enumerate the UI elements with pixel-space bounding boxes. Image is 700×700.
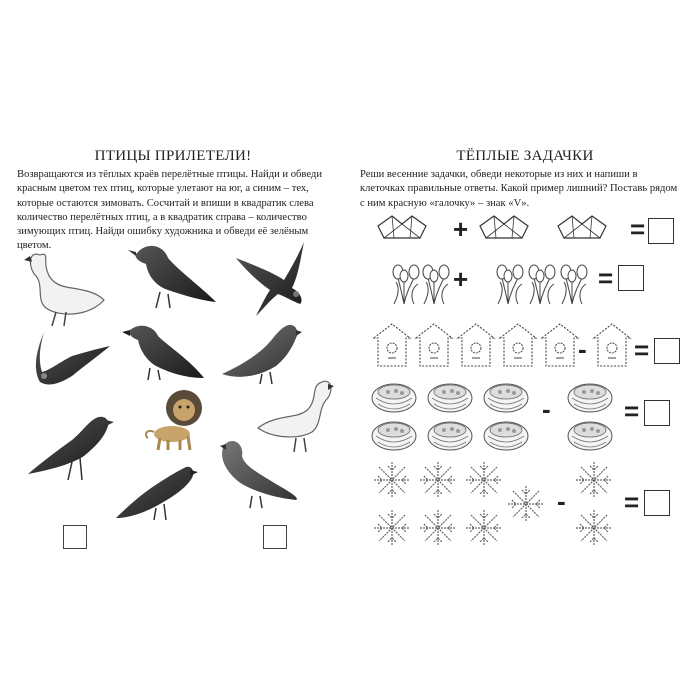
snowflake-picture [576,462,612,498]
snowflake-picture [420,510,456,546]
paper-boat-picture [378,216,426,238]
plus-sign: + [453,264,469,294]
boat-problem-row [378,216,606,238]
right-page-title: ТЁПЛЫЕ ЗАДАЧКИ [456,148,594,164]
crow-picture[interactable] [122,326,204,380]
snowflake-picture [508,486,544,522]
birdhouse-picture [374,324,410,366]
crow-picture[interactable] [116,467,198,520]
snowflake-problem-row [374,462,612,546]
right-page [350,0,700,700]
nest-picture [372,422,416,450]
snowflake-picture [420,462,456,498]
crocus-picture [423,265,449,304]
paper-boat-picture [558,216,606,238]
nest-problem-row [372,384,612,450]
nest-picture [428,422,472,450]
swan-picture[interactable] [258,381,334,452]
answer-box[interactable] [644,490,670,516]
equals-sign: = [634,335,650,365]
birdhouse-picture [458,324,494,366]
paper-boat-picture [480,216,528,238]
starling-picture[interactable] [128,246,216,308]
starling-picture[interactable] [28,417,114,480]
answer-box[interactable] [618,265,644,291]
swallow-picture[interactable] [236,242,304,316]
minus-sign: - [578,334,587,364]
plus-sign: + [453,214,469,244]
nest-picture [484,384,528,412]
crocus-picture [561,265,587,304]
crocus-picture [393,265,419,304]
equals-sign: = [630,214,646,244]
minus-sign: - [557,486,566,516]
snowflake-picture [374,462,410,498]
birdhouse-problem-row [374,324,630,366]
birdhouse-picture [542,324,578,366]
left-instructions: Возвращаются из тёплых краёв перелётные птицы. Найди и обведи красным цветом тех птиц, которые улетают на юг, а синим – тех, которые остаются зимовать. Сосчитай и впиши в квадратик слева количество перелётных птиц, а в квадратик справа – количество зимующих птиц. Найди ошибку художника и обведи её зелёным цветом. [17,169,322,252]
wintering-count-box[interactable] [263,525,287,549]
right-instructions: Реши весенние задачки, обведи некоторые из них и напиши в клеточках правильные ответы. Какой пример лишний? Поставь рядом с ним красную «галочку» – знак «V». [360,169,678,209]
swan-picture[interactable] [24,254,104,326]
crocus-picture [529,265,555,304]
snowflake-picture [374,510,410,546]
flower-problem-row [393,265,587,304]
birdhouse-picture [594,324,630,366]
equals-sign: = [624,396,640,426]
snowflake-picture [466,510,502,546]
nest-picture [372,384,416,412]
nest-picture [568,384,612,412]
answer-box[interactable] [648,218,674,244]
birdhouse-picture [416,324,452,366]
crocus-picture [497,265,523,304]
nest-picture [568,422,612,450]
migratory-count-box[interactable] [63,525,87,549]
minus-sign: - [542,394,551,424]
snowflake-picture [466,462,502,498]
left-page-title: ПТИЦЫ ПРИЛЕТЕЛИ! [94,148,252,164]
answer-box[interactable] [654,338,680,364]
answer-box[interactable] [644,400,670,426]
nest-picture [484,422,528,450]
pigeon-picture[interactable] [222,325,302,384]
birdhouse-picture [500,324,536,366]
nest-picture [428,384,472,412]
snowflake-picture [576,510,612,546]
pigeon-picture[interactable] [220,441,297,508]
equals-sign: = [624,487,640,517]
swallow-picture[interactable] [36,332,110,384]
equals-sign: = [598,263,614,293]
lion-picture[interactable] [146,390,202,450]
